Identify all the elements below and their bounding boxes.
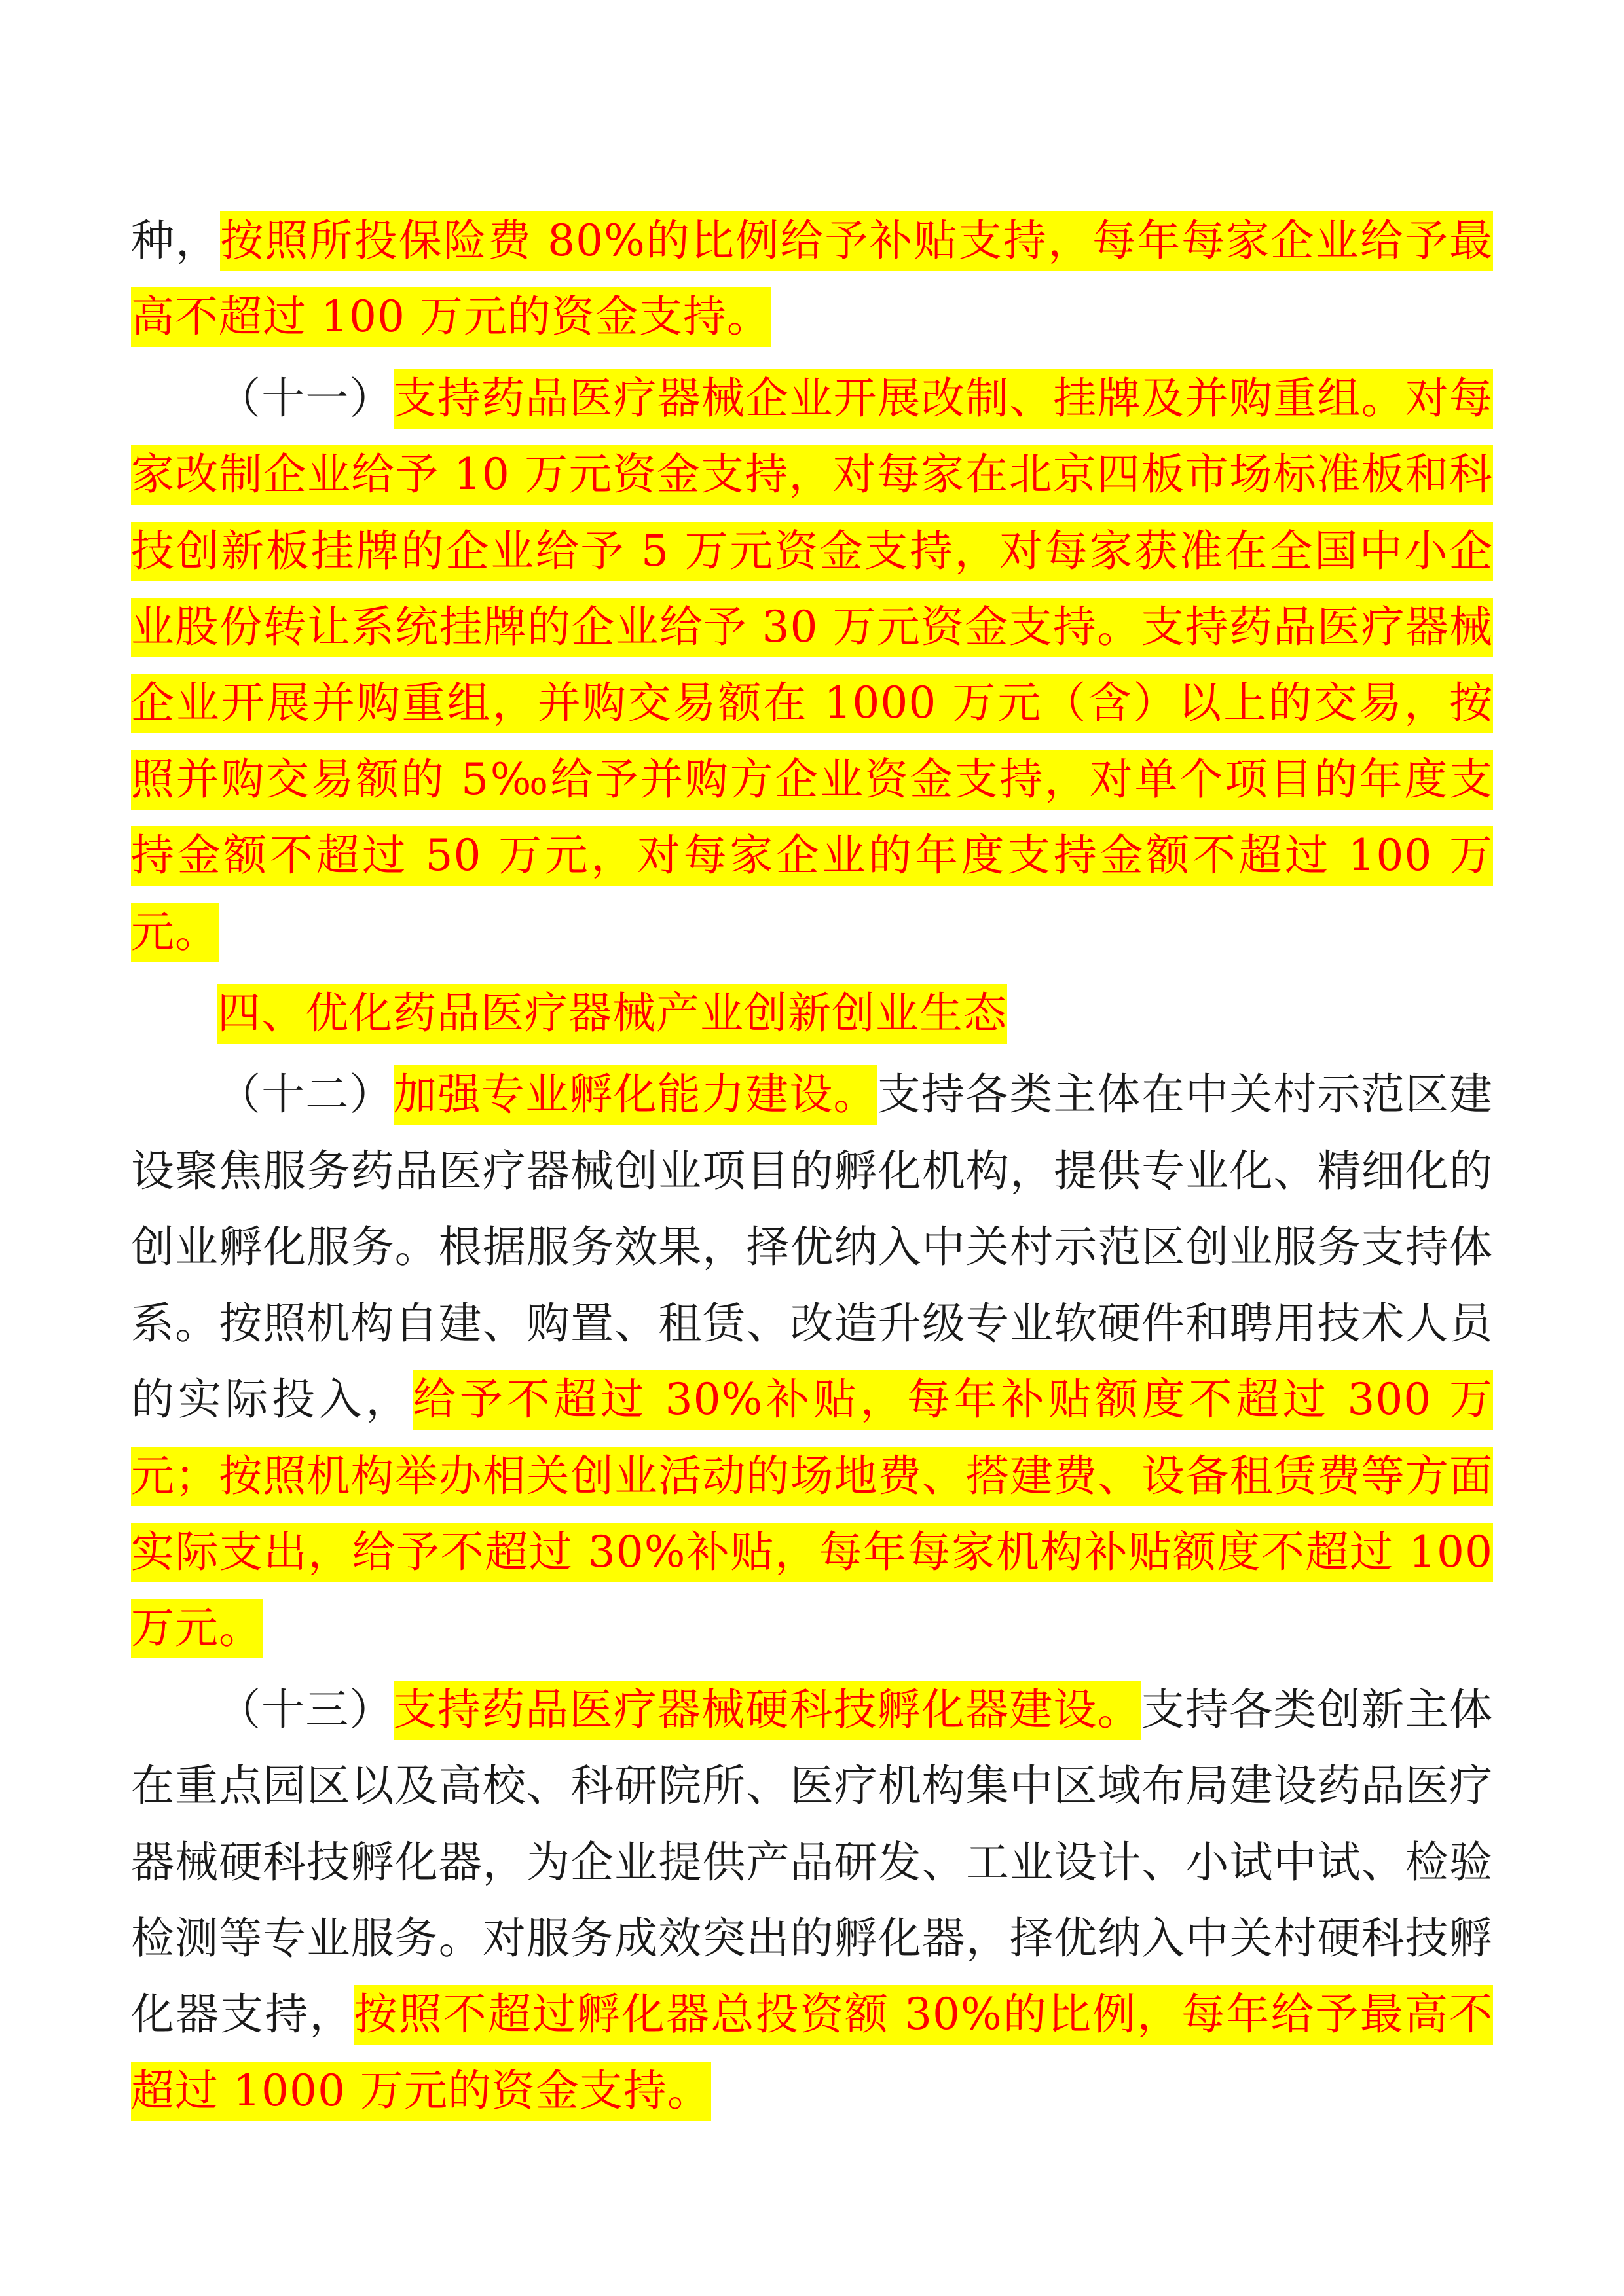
section-heading-text: 四、优化药品医疗器械产业创新创业生态 bbox=[217, 984, 1007, 1044]
highlighted-text: 支持药品医疗器械企业开展改制、挂牌及并购重组。对每家改制企业给予 10 万元资金支持，对每家在北京四板市场标准板和科技创新板挂牌的企业给予 5 万元资金支持，对每家获准在全国中小企业股份转让系统挂牌的企业给予 30 万元资金支持。支持药品医疗器械企业开展并购重组，并购交易额在 1000 万元（含）以上的交易，按照并购交易额的 5‰给予并购方企业资金支持，对单个项目的年度支持金额不超过 50 万元，对每家企业的年度支持金额不超过 100 万元。 bbox=[131, 369, 1493, 962]
highlighted-text: 按照不超过孵化器总投资额 30%的比例，每年给予最高不超过 1000 万元的资金支持。 bbox=[131, 1985, 1493, 2121]
text-segment: 支持各类创新主体在重点园区以及高校、科研院所、医疗机构集中区域布局建设药品医疗器械硬科技孵化器，为企业提供产品研发、工业设计、小试中试、检验检测等专业服务。对服务成效突出的孵化器，择优纳入中关村硬科技孵化器支持， bbox=[131, 1684, 1494, 2040]
highlighted-text: 给予不超过 30%补贴，每年补贴额度不超过 300 万元；按照机构举办相关创业活动的场地费、搭建费、设备租赁费等方面实际支出，给予不超过 30%补贴，每年每家机构补贴额度不超过 100 万元。 bbox=[131, 1370, 1493, 1658]
paragraph-item-11 bbox=[131, 361, 1493, 970]
paragraph-item-12 bbox=[131, 1057, 1493, 1666]
item-number: （十三） bbox=[217, 1684, 394, 1735]
text-segment: 支持各类主体在中关村示范区建设聚焦服务药品医疗器械创业项目的孵化机构，提供专业化、精细化的创业孵化服务。根据服务效果，择优纳入中关村示范区创业服务支持体系。按照机构自建、购置、租赁、改造升级专业软硬件和聘用技术人员的实际投入， bbox=[131, 1069, 1494, 1425]
paragraph-item-13 bbox=[131, 1672, 1493, 2129]
highlighted-text: 加强专业孵化能力建设。 bbox=[394, 1065, 877, 1125]
highlighted-text: 按照所投保险费 80%的比例给予补贴支持，每年每家企业给予最高不超过 100 万元的资金支持。 bbox=[131, 211, 1493, 347]
section-heading-4 bbox=[131, 975, 1493, 1051]
paragraph-insurance-subsidy bbox=[131, 203, 1493, 355]
text-segment: 种， bbox=[131, 215, 221, 266]
highlighted-text: 支持药品医疗器械硬科技孵化器建设。 bbox=[394, 1681, 1141, 1740]
item-number: （十一） bbox=[217, 373, 394, 424]
item-number: （十二） bbox=[217, 1069, 394, 1120]
document-page bbox=[131, 203, 1493, 2129]
